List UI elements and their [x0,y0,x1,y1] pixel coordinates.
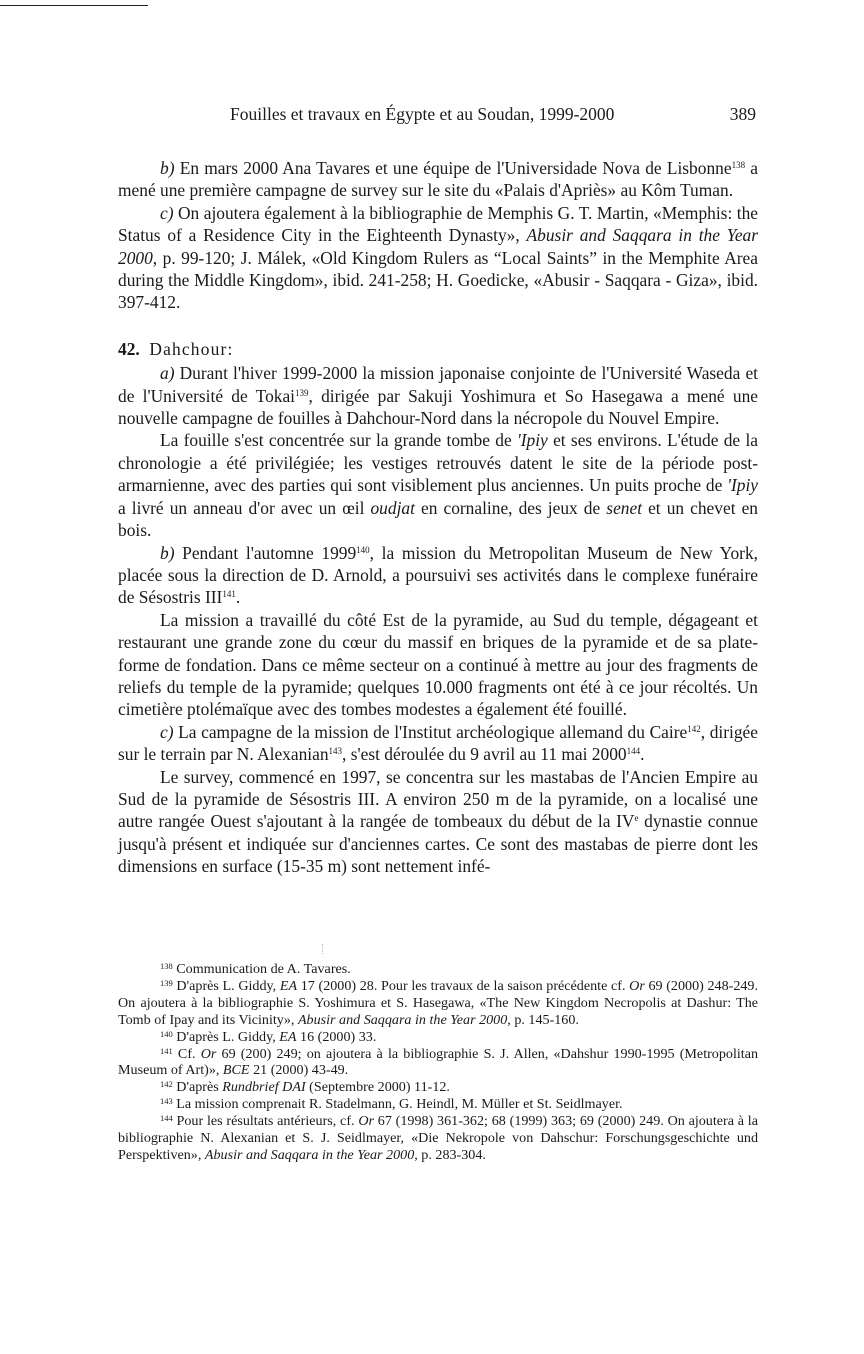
footnote-number: 140 [160,1028,173,1039]
journal-italic: EA [279,1028,297,1045]
footnote-ref[interactable]: 142 [687,723,701,734]
footnote-number: 141 [160,1045,173,1056]
text-run: La mission comprenait R. Stadelmann, G. Heindl, M. Müller et St. Seidlmayer. [172,1096,623,1113]
footnote-142 [118,1079,758,1096]
footnote-number: 139 [160,977,173,988]
footnote-139 [118,978,758,1029]
text-run: , p. 145-160. [507,1011,579,1028]
running-title: Fouilles et travaux en Égypte et au Soudan, 1999-2000 [230,104,615,124]
top-corner-rule [0,5,148,6]
text-run: Le survey, commencé en 1997, se concentra sur les mastabas de l'Ancien Empire au Sud de la pyramide de Sésostris III. A environ 250 m de la pyramide, on a localisé une autre rangée Ouest s'ajoutant à la rangée de tombeaux du début de la IV [118,766,758,832]
paragraph-fouille [118,429,758,541]
footnote-141 [118,1046,758,1080]
journal-italic: Rundbrief DAI [222,1079,306,1096]
term-italic: 'Ipiy [727,475,758,496]
text-run: 16 (2000) 33. [296,1028,377,1045]
item-label: a) [160,363,175,384]
text-run: On ajoutera également à la bibliographie de Memphis G. T. Martin, «Memphis: the Status of a Residence City in the Eighteenth Dynasty», [118,202,758,246]
text-run: , p. 283-304. [414,1146,486,1163]
footnote-number: 142 [160,1079,173,1090]
item-label: b) [160,542,175,563]
title-italic: Abusir and Saqqara in the Year 2000 [118,225,758,268]
footnote-ref[interactable]: 140 [356,544,370,555]
text-run: et ses environs. L'étude de la chronologie a été privilégiée; les vestiges retrouvés datent le site de la période post-armarnienne, avec des parties qui sont visiblement plus anciennes. Un puits proche de [118,430,759,496]
section-heading [118,338,758,360]
section-name: Dahchour [149,338,228,359]
section-number: 42. [118,338,140,359]
text-run: Pendant l'automne 1999 [174,542,357,563]
footnote-ref[interactable]: 143 [328,746,343,757]
paragraph-mission [118,609,758,721]
section-colon: : [227,338,233,359]
text-run: . [640,744,645,765]
text-run: La mission a travaillé du côté Est de la pyramide, au Sud du temple, dégageant et restaurant une grande zone du cœur du massif en briques de la pyramide et de sa plate-forme de fondation. Dans ce même secteur on a continué à mettre au jour des fragments de reliefs du temple de la pyramide; quelques 10.000 fragments ont été à ce jour récoltés. Un cimetière ptolémaïque avec des tombes modestes a également été fouillé. [118,609,758,720]
text-run: La fouille s'est concentrée sur la grande tombe de [160,430,517,451]
term-italic: 'Ipiy [517,430,548,451]
main-text [118,157,758,878]
text-run: Communication de A. Tavares. [172,961,351,977]
footnote-divider [322,944,324,954]
text-run: D'après [172,1079,223,1096]
footnote-138 [118,961,758,978]
text-run: Durant l'hiver 1999-2000 la mission japonaise conjointe de l'Université Waseda et de l'Université de Tokai [118,363,758,406]
text-run: D'après L. Giddy, [172,977,280,994]
footnote-140 [118,1029,758,1046]
title-italic: Abusir and Saqqara in the Year 2000 [297,1011,508,1028]
footnote-ref[interactable]: 139 [295,387,309,398]
ordinal-superscript: e [634,813,639,824]
text-run: . [235,587,241,608]
paragraph-memphis-b [118,157,758,202]
text-run: dynastie connue jusqu'à présent et indiquée sur d'anciennes cartes. Ce sont des mastabas de pierre dont les dimensions en surface (15-35 m) sont nettement infé- [118,811,758,877]
paragraph-survey [118,766,758,878]
item-label: b) [160,158,175,178]
paragraph-dahchour-a [118,362,758,429]
text-run: Cf. [172,1045,201,1062]
text-run: , dirigée sur le terrain par N. Alexanian [118,721,758,765]
text-run: D'après L. Giddy, [172,1028,280,1045]
running-header [118,104,758,128]
footnote-ref[interactable]: 138 [731,160,746,170]
journal-italic: BCE [222,1062,250,1079]
term-italic: oudjat [370,497,415,518]
paragraph-dahchour-c [118,721,758,766]
journal-italic: Or [358,1113,374,1130]
footnote-ref[interactable]: 141 [222,589,236,600]
footnote-144 [118,1113,758,1164]
title-italic: Abusir and Saqqara in the Year 2000 [204,1146,415,1163]
text-run: , p. 99-120; J. Málek, «Old Kingdom Rulers as “Local Saints” in the Memphite Area during the Middle Kingdom», ibid. 241-258; H. Goedicke, «Abusir - Saqqara - Giza», ibid. 397-412. [118,247,758,313]
text-run: 17 (2000) 28. Pour les travaux de la saison précédente cf. [297,977,630,994]
footnote-number: 138 [160,961,173,971]
paragraph-dahchour-b [118,542,758,609]
item-label: c) [160,202,174,223]
text-run: Pour les résultats antérieurs, cf. [172,1113,359,1130]
item-label: c) [160,721,174,742]
page-number: 389 [729,104,756,124]
text-run: La campagne de la mission de l'Institut archéologique allemand du Caire [173,721,688,742]
text-run: a mené une première campagne de survey sur le site du «Palais d'Apriès» au Kôm Tuman. [118,158,758,201]
footnotes [118,961,758,1164]
footnote-ref[interactable]: 144 [626,746,641,757]
footnote-number: 143 [160,1096,173,1107]
text-run: 69 (200) 249; on ajoutera à la bibliographie S. J. Allen, «Dahshur 1990-1995 (Metropolitan Museum of Art)», [118,1045,758,1079]
text-run: 69 (2000) 248-249. On ajoutera à la bibliographie S. Yoshimura et S. Hasegawa, «The New Kingdom Necropolis at Dashur: The Tomb of Ipay and its Vicinity», [118,977,758,1028]
text-run: 67 (1998) 361-362; 68 (1999) 363; 69 (2000) 249. On ajoutera à la bibliographie N. Alexanian et S. J. Seidlmayer, «Die Nekropole von Dahschur: Forschungsgeschichte und Perspektiven», [118,1113,758,1163]
text-run: , la mission du Metropolitan Museum de New York, placée sous la direction de D. Arnold, a poursuivi ses activités dans le complexe funéraire de Sésostris III [118,542,758,608]
spacer [118,314,758,338]
journal-italic: Or [200,1045,217,1062]
text-run: , dirigée par Sakuji Yoshimura et So Hasegawa a mené une nouvelle campagne de fouilles à Dahchour-Nord dans la nécropole du Nouvel Empire. [118,385,759,429]
text-run: a livré un anneau d'or avec un œil [118,497,371,518]
journal-italic: EA [279,977,298,994]
text-run: et un chevet en bois. [118,497,758,541]
text-run: en cornaline, des jeux de [414,497,607,518]
text-run: En mars 2000 Ana Tavares et une équipe de l'Universidade Nova de Lisbonne [174,158,732,178]
journal-italic: Or [629,977,645,994]
text-run: (Septembre 2000) 11-12. [305,1079,450,1096]
text-run: 21 (2000) 43-49. [249,1062,349,1079]
text-run: , s'est déroulée du 9 avril au 11 mai 2000 [342,744,627,765]
term-italic: senet [606,497,643,518]
footnote-143 [118,1096,758,1113]
footnote-number: 144 [160,1113,173,1124]
paragraph-memphis-c [118,202,758,314]
